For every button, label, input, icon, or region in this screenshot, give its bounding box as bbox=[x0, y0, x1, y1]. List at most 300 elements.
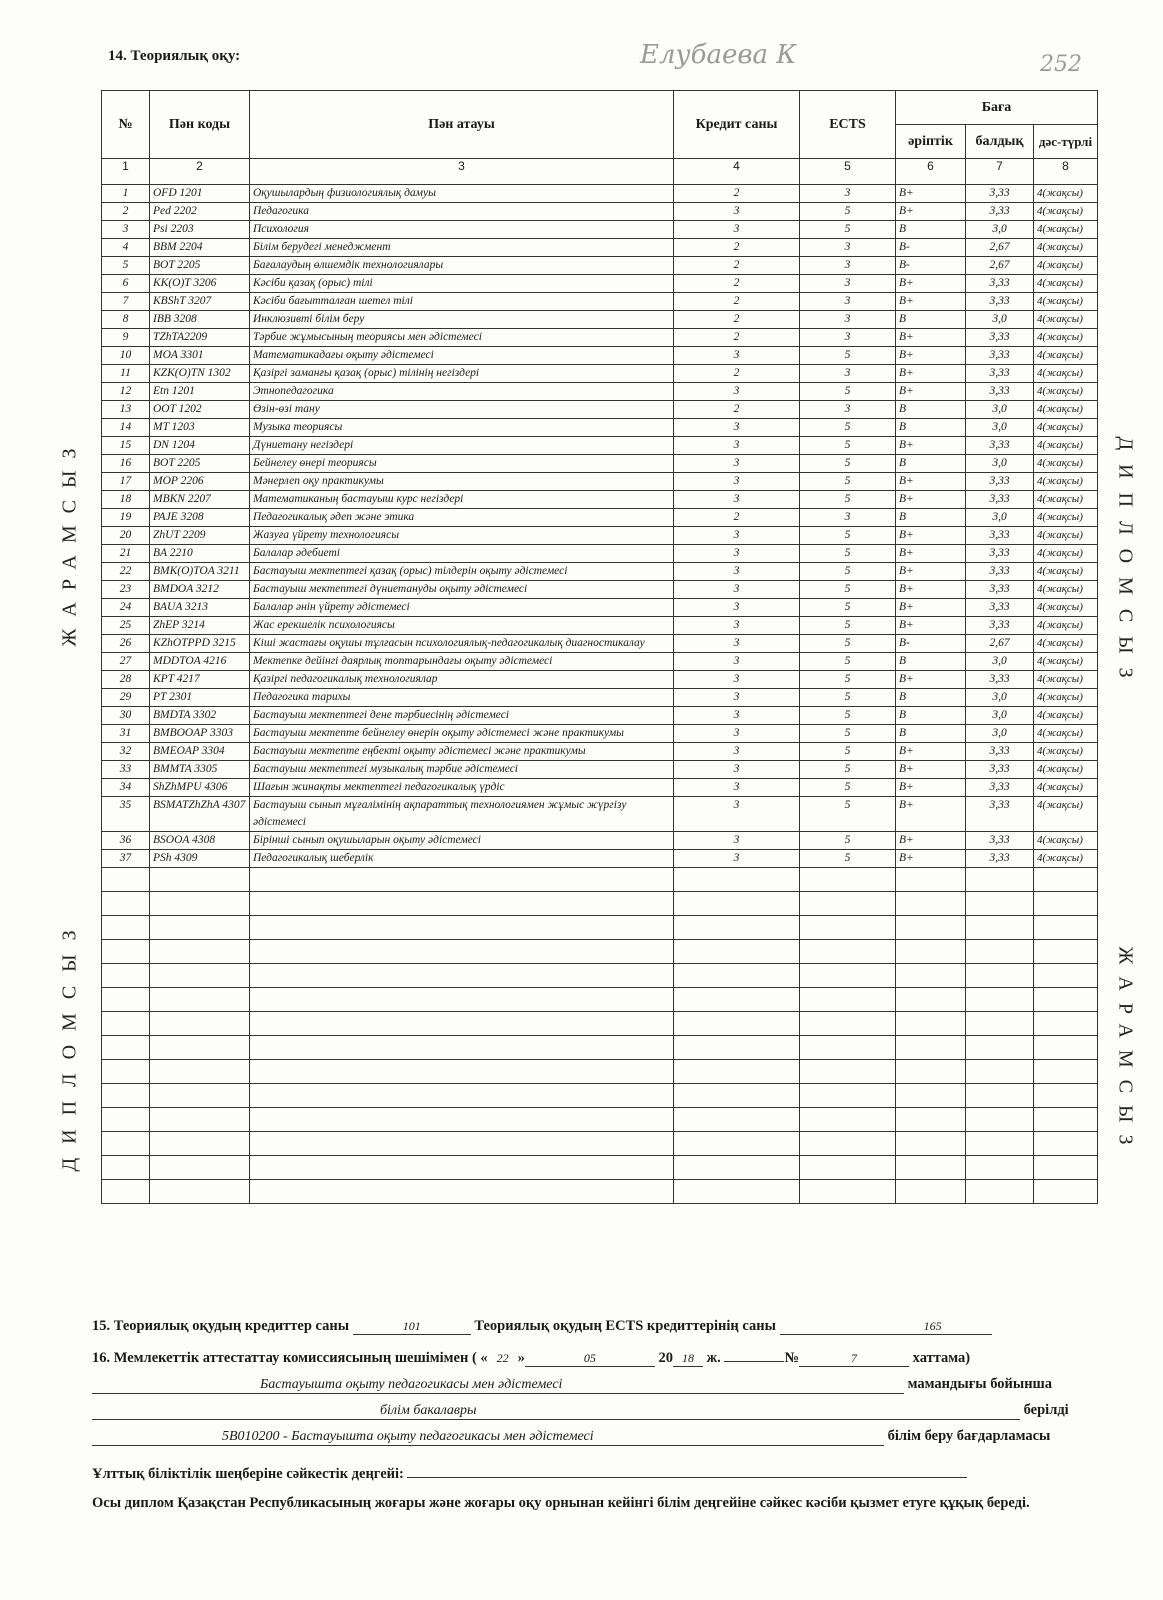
empty-cell bbox=[102, 1156, 150, 1180]
empty-cell bbox=[966, 868, 1034, 892]
credit-count: 2 bbox=[674, 401, 800, 419]
table-row bbox=[102, 563, 1098, 581]
letter-grade: B bbox=[896, 311, 966, 329]
row-number: 26 bbox=[102, 635, 150, 653]
traditional-grade: 4(жақсы) bbox=[1034, 185, 1098, 203]
row-number: 19 bbox=[102, 509, 150, 527]
ects-count: 5 bbox=[800, 473, 896, 491]
empty-cell bbox=[102, 868, 150, 892]
commission-label: 16. Мемлекеттік аттестаттау комиссиясының шешімімен ( « bbox=[92, 1350, 488, 1366]
traditional-grade: 4(жақсы) bbox=[1034, 761, 1098, 779]
subject-code: BA 2210 bbox=[150, 545, 250, 563]
empty-cell bbox=[1034, 988, 1098, 1012]
table-row bbox=[102, 545, 1098, 563]
empty-cell bbox=[250, 1132, 674, 1156]
empty-cell bbox=[896, 1180, 966, 1204]
traditional-grade: 4(жақсы) bbox=[1034, 473, 1098, 491]
ects-count: 3 bbox=[800, 365, 896, 383]
grade-points: 3,33 bbox=[966, 850, 1034, 868]
empty-cell bbox=[250, 1060, 674, 1084]
grade-points: 3,0 bbox=[966, 419, 1034, 437]
handwritten-name: Елубаева К bbox=[640, 40, 797, 70]
subject-code: ZhUT 2209 bbox=[150, 527, 250, 545]
subject-name: Мектепке дейінгі даярлық топтарындағы оқыту әдістемесі bbox=[250, 653, 674, 671]
letter-grade: B+ bbox=[896, 203, 966, 221]
letter-grade: B+ bbox=[896, 671, 966, 689]
traditional-grade: 4(жақсы) bbox=[1034, 635, 1098, 653]
grade-points: 3,33 bbox=[966, 185, 1034, 203]
table-row bbox=[102, 653, 1098, 671]
credit-count: 3 bbox=[674, 545, 800, 563]
subject-name: Оқушылардың физиологиялық дамуы bbox=[250, 185, 674, 203]
row-number: 29 bbox=[102, 689, 150, 707]
col-number: 7 bbox=[966, 159, 1034, 185]
row-number: 3 bbox=[102, 221, 150, 239]
table-row bbox=[102, 185, 1098, 203]
traditional-grade: 4(жақсы) bbox=[1034, 383, 1098, 401]
subject-name: Бірінші сынып оқушыларын оқыту әдістемесі bbox=[250, 832, 674, 850]
footer-line-16 bbox=[92, 1350, 1082, 1367]
table-row bbox=[102, 455, 1098, 473]
subject-name: Жазуға үйрету технологиясы bbox=[250, 527, 674, 545]
traditional-grade: 4(жақсы) bbox=[1034, 545, 1098, 563]
subject-code: BMDOA 3212 bbox=[150, 581, 250, 599]
empty-cell bbox=[250, 964, 674, 988]
row-number: 20 bbox=[102, 527, 150, 545]
table-row bbox=[102, 779, 1098, 797]
ects-count: 5 bbox=[800, 797, 896, 832]
header-name: Пән атауы bbox=[250, 91, 674, 159]
ects-count: 5 bbox=[800, 779, 896, 797]
empty-cell bbox=[896, 868, 966, 892]
empty-cell bbox=[896, 1036, 966, 1060]
subject-code: IBB 3208 bbox=[150, 311, 250, 329]
subject-name: Педагогика тарихы bbox=[250, 689, 674, 707]
empty-cell bbox=[966, 1156, 1034, 1180]
subject-name: Бағалаудың өлшемдік технологиялары bbox=[250, 257, 674, 275]
ects-count: 5 bbox=[800, 743, 896, 761]
subject-code: BOT 2205 bbox=[150, 455, 250, 473]
header-grade: Баға bbox=[896, 91, 1098, 125]
table-row bbox=[102, 311, 1098, 329]
ects-count: 5 bbox=[800, 455, 896, 473]
credits-value: 101 bbox=[353, 1319, 471, 1335]
empty-row bbox=[102, 916, 1098, 940]
table-row bbox=[102, 239, 1098, 257]
subject-code: ZhEP 3214 bbox=[150, 617, 250, 635]
empty-cell bbox=[1034, 1108, 1098, 1132]
letter-grade: B+ bbox=[896, 365, 966, 383]
grade-points: 3,33 bbox=[966, 743, 1034, 761]
empty-row bbox=[102, 1084, 1098, 1108]
empty-cell bbox=[150, 1108, 250, 1132]
empty-row bbox=[102, 1036, 1098, 1060]
letter-grade: B+ bbox=[896, 832, 966, 850]
ects-count: 5 bbox=[800, 419, 896, 437]
ects-count: 5 bbox=[800, 761, 896, 779]
subject-code: OOT 1202 bbox=[150, 401, 250, 419]
subject-name: Өзін-өзі тану bbox=[250, 401, 674, 419]
letter-grade: B+ bbox=[896, 545, 966, 563]
subject-name: Бастауыш сынып мұғалімінің ақпараттық технологиямен жұмыс жүргізу әдістемесі bbox=[250, 797, 674, 832]
ects-count: 3 bbox=[800, 185, 896, 203]
subject-code: BOT 2205 bbox=[150, 257, 250, 275]
credit-count: 3 bbox=[674, 653, 800, 671]
ects-count: 5 bbox=[800, 635, 896, 653]
grade-points: 3,33 bbox=[966, 473, 1034, 491]
header-trad: дәс-түрлі bbox=[1034, 125, 1098, 159]
ects-count: 5 bbox=[800, 725, 896, 743]
table-row bbox=[102, 689, 1098, 707]
table-row bbox=[102, 347, 1098, 365]
letter-grade: B bbox=[896, 419, 966, 437]
traditional-grade: 4(жақсы) bbox=[1034, 850, 1098, 868]
empty-cell bbox=[896, 964, 966, 988]
ects-count: 3 bbox=[800, 311, 896, 329]
table-row bbox=[102, 419, 1098, 437]
subject-name: Қазіргі педагогикалық технологиялар bbox=[250, 671, 674, 689]
subject-name: Бастауыш мектептегі музыкалық тәрбие әдістемесі bbox=[250, 761, 674, 779]
nqf-label: Ұлттық біліктілік шеңберіне сәйкестік деңгейі: bbox=[92, 1466, 404, 1482]
empty-cell bbox=[102, 892, 150, 916]
subject-code: PAJE 3208 bbox=[150, 509, 250, 527]
empty-cell bbox=[966, 964, 1034, 988]
empty-cell bbox=[966, 1108, 1034, 1132]
year-prefix: 20 bbox=[658, 1350, 674, 1366]
traditional-grade: 4(жақсы) bbox=[1034, 707, 1098, 725]
ects-count: 5 bbox=[800, 599, 896, 617]
empty-cell bbox=[896, 1084, 966, 1108]
col-number: 1 bbox=[102, 159, 150, 185]
empty-cell bbox=[150, 892, 250, 916]
subject-name: Бастауыш мектепте еңбекті оқыту әдістемесі және практикумы bbox=[250, 743, 674, 761]
header-credit: Кредит саны bbox=[674, 91, 800, 159]
row-number: 9 bbox=[102, 329, 150, 347]
row-number: 37 bbox=[102, 850, 150, 868]
empty-cell bbox=[1034, 1060, 1098, 1084]
table-row bbox=[102, 401, 1098, 419]
empty-row bbox=[102, 988, 1098, 1012]
decision-month: 05 bbox=[525, 1351, 655, 1367]
table-row bbox=[102, 599, 1098, 617]
subject-name: Бастауыш мектептегі дене тәрбиесінің әдістемесі bbox=[250, 707, 674, 725]
subject-code: MOP 2206 bbox=[150, 473, 250, 491]
subject-name: Математикадағы оқыту әдістемесі bbox=[250, 347, 674, 365]
subject-code: BMEOAP 3304 bbox=[150, 743, 250, 761]
empty-cell bbox=[102, 988, 150, 1012]
empty-cell bbox=[966, 1060, 1034, 1084]
empty-cell bbox=[102, 1132, 150, 1156]
subject-name: Жас ерекшелік психологиясы bbox=[250, 617, 674, 635]
table-row bbox=[102, 832, 1098, 850]
traditional-grade: 4(жақсы) bbox=[1034, 689, 1098, 707]
letter-grade: B+ bbox=[896, 761, 966, 779]
empty-cell bbox=[250, 940, 674, 964]
grade-points: 3,33 bbox=[966, 599, 1034, 617]
decision-day: 22 bbox=[496, 1351, 509, 1365]
traditional-grade: 4(жақсы) bbox=[1034, 347, 1098, 365]
empty-cell bbox=[150, 1180, 250, 1204]
subject-name: Бейнелеу өнері теориясы bbox=[250, 455, 674, 473]
grade-points: 3,33 bbox=[966, 527, 1034, 545]
traditional-grade: 4(жақсы) bbox=[1034, 491, 1098, 509]
empty-cell bbox=[1034, 1156, 1098, 1180]
table-row bbox=[102, 257, 1098, 275]
side-text-right-upper: ДИПЛОМСЫЗ bbox=[1114, 436, 1137, 692]
empty-cell bbox=[150, 940, 250, 964]
empty-cell bbox=[674, 1156, 800, 1180]
credit-count: 3 bbox=[674, 761, 800, 779]
subject-name: Кіші жастағы оқушы тұлғасын психологиялық-педагогикалық диагностикалау bbox=[250, 635, 674, 653]
subject-code: Etn 1201 bbox=[150, 383, 250, 401]
table-row bbox=[102, 743, 1098, 761]
ects-credits-value: 165 bbox=[780, 1319, 992, 1335]
empty-cell bbox=[250, 1156, 674, 1180]
empty-cell bbox=[800, 1012, 896, 1036]
empty-cell bbox=[250, 1180, 674, 1204]
ects-count: 5 bbox=[800, 671, 896, 689]
col-number: 3 bbox=[250, 159, 674, 185]
empty-cell bbox=[1034, 1180, 1098, 1204]
ects-count: 3 bbox=[800, 509, 896, 527]
col-number: 8 bbox=[1034, 159, 1098, 185]
credit-count: 2 bbox=[674, 365, 800, 383]
table-row bbox=[102, 329, 1098, 347]
table-row bbox=[102, 850, 1098, 868]
subject-name: Шағын жинақты мектептегі педагогикалық үрдіс bbox=[250, 779, 674, 797]
grade-points: 3,33 bbox=[966, 545, 1034, 563]
ects-count: 5 bbox=[800, 545, 896, 563]
table-row bbox=[102, 797, 1098, 832]
empty-cell bbox=[896, 940, 966, 964]
empty-cell bbox=[674, 1060, 800, 1084]
empty-cell bbox=[966, 1084, 1034, 1108]
grade-points: 3,33 bbox=[966, 203, 1034, 221]
table-row bbox=[102, 491, 1098, 509]
empty-cell bbox=[966, 916, 1034, 940]
grade-points: 3,33 bbox=[966, 365, 1034, 383]
ects-count: 3 bbox=[800, 401, 896, 419]
subject-name: Тәрбие жұмысының теориясы мен әдістемесі bbox=[250, 329, 674, 347]
credit-count: 3 bbox=[674, 455, 800, 473]
empty-row bbox=[102, 1180, 1098, 1204]
credit-count: 3 bbox=[674, 707, 800, 725]
grade-points: 3,33 bbox=[966, 563, 1034, 581]
row-number: 23 bbox=[102, 581, 150, 599]
row-number: 7 bbox=[102, 293, 150, 311]
traditional-grade: 4(жақсы) bbox=[1034, 221, 1098, 239]
subject-code: Psi 2203 bbox=[150, 221, 250, 239]
program-label: білім беру бағдарламасы bbox=[887, 1428, 1051, 1444]
subject-name: Бастауыш мектептегі қазақ (орыс) тілдерін оқыту әдістемесі bbox=[250, 563, 674, 581]
program-value: 5B010200 - Бастауышта оқыту педагогикасы мен әдістемесі bbox=[92, 1429, 884, 1446]
credit-count: 2 bbox=[674, 311, 800, 329]
traditional-grade: 4(жақсы) bbox=[1034, 743, 1098, 761]
subject-name: Педагогика bbox=[250, 203, 674, 221]
specialty-label: мамандығы бойынша bbox=[907, 1376, 1053, 1392]
empty-cell bbox=[896, 988, 966, 1012]
side-text-left-lower: ДИПЛОМСЫЗ bbox=[58, 916, 81, 1172]
row-number: 11 bbox=[102, 365, 150, 383]
empty-cell bbox=[966, 1132, 1034, 1156]
grade-points: 3,33 bbox=[966, 491, 1034, 509]
col-number: 5 bbox=[800, 159, 896, 185]
ects-credits-label: Теориялық оқудың ECTS кредиттерінің саны bbox=[474, 1318, 776, 1334]
empty-cell bbox=[896, 892, 966, 916]
credit-count: 3 bbox=[674, 221, 800, 239]
ects-count: 5 bbox=[800, 527, 896, 545]
empty-cell bbox=[896, 1108, 966, 1132]
empty-cell bbox=[800, 868, 896, 892]
empty-cell bbox=[250, 1108, 674, 1132]
letter-grade: B bbox=[896, 509, 966, 527]
empty-cell bbox=[150, 1060, 250, 1084]
letter-grade: B+ bbox=[896, 617, 966, 635]
header-code: Пән коды bbox=[150, 91, 250, 159]
credit-count: 2 bbox=[674, 329, 800, 347]
subject-name: Педагогикалық әдеп және этика bbox=[250, 509, 674, 527]
ects-count: 3 bbox=[800, 239, 896, 257]
traditional-grade: 4(жақсы) bbox=[1034, 527, 1098, 545]
ects-count: 3 bbox=[800, 275, 896, 293]
grade-points: 3,33 bbox=[966, 797, 1034, 832]
empty-cell bbox=[102, 940, 150, 964]
empty-row bbox=[102, 964, 1098, 988]
grade-points: 3,0 bbox=[966, 311, 1034, 329]
subject-code: ShZhMPU 4306 bbox=[150, 779, 250, 797]
specialty-value: Бастауышта оқыту педагогикасы мен әдістемесі bbox=[92, 1377, 904, 1394]
traditional-grade: 4(жақсы) bbox=[1034, 617, 1098, 635]
table-row bbox=[102, 725, 1098, 743]
row-number: 28 bbox=[102, 671, 150, 689]
empty-cell bbox=[102, 1012, 150, 1036]
row-number: 18 bbox=[102, 491, 150, 509]
grade-points: 3,0 bbox=[966, 221, 1034, 239]
grade-points: 3,0 bbox=[966, 725, 1034, 743]
letter-grade: B+ bbox=[896, 275, 966, 293]
row-number: 22 bbox=[102, 563, 150, 581]
empty-cell bbox=[800, 1060, 896, 1084]
empty-cell bbox=[966, 1180, 1034, 1204]
traditional-grade: 4(жақсы) bbox=[1034, 581, 1098, 599]
ects-count: 3 bbox=[800, 257, 896, 275]
empty-cell bbox=[674, 1012, 800, 1036]
row-number: 12 bbox=[102, 383, 150, 401]
letter-grade: B- bbox=[896, 257, 966, 275]
empty-cell bbox=[800, 916, 896, 940]
credit-count: 3 bbox=[674, 347, 800, 365]
subject-name: Бастауыш мектептегі дүниетануды оқыту әдістемесі bbox=[250, 581, 674, 599]
subject-name: Кәсіби бағытталған шетел тілі bbox=[250, 293, 674, 311]
letter-grade: B+ bbox=[896, 797, 966, 832]
subject-code: KBShT 3207 bbox=[150, 293, 250, 311]
row-number: 24 bbox=[102, 599, 150, 617]
grade-points: 3,0 bbox=[966, 401, 1034, 419]
credit-count: 3 bbox=[674, 419, 800, 437]
subject-name: Балалар әнін үйрету әдістемесі bbox=[250, 599, 674, 617]
letter-grade: B+ bbox=[896, 473, 966, 491]
subject-code: PT 2301 bbox=[150, 689, 250, 707]
traditional-grade: 4(жақсы) bbox=[1034, 563, 1098, 581]
subject-name: Бастауыш мектепте бейнелеу өнерін оқыту әдістемесі және практикумы bbox=[250, 725, 674, 743]
empty-cell bbox=[150, 868, 250, 892]
grade-points: 3,33 bbox=[966, 617, 1034, 635]
header-points: балдық bbox=[966, 125, 1034, 159]
ects-count: 5 bbox=[800, 347, 896, 365]
col-number: 2 bbox=[150, 159, 250, 185]
grade-points: 2,67 bbox=[966, 635, 1034, 653]
empty-row bbox=[102, 1156, 1098, 1180]
subject-code: OFD 1201 bbox=[150, 185, 250, 203]
degree-label: берілді bbox=[1023, 1402, 1069, 1418]
traditional-grade: 4(жақсы) bbox=[1034, 437, 1098, 455]
empty-cell bbox=[102, 916, 150, 940]
empty-cell bbox=[250, 916, 674, 940]
ects-count: 3 bbox=[800, 293, 896, 311]
empty-cell bbox=[800, 1156, 896, 1180]
header-ects: ECTS bbox=[800, 91, 896, 159]
empty-cell bbox=[896, 1156, 966, 1180]
empty-cell bbox=[150, 1132, 250, 1156]
empty-cell bbox=[250, 1084, 674, 1108]
letter-grade: B+ bbox=[896, 491, 966, 509]
grades-table bbox=[101, 90, 1098, 1204]
letter-grade: B- bbox=[896, 239, 966, 257]
table-row bbox=[102, 275, 1098, 293]
empty-row bbox=[102, 892, 1098, 916]
grade-points: 3,0 bbox=[966, 455, 1034, 473]
subject-code: KPT 4217 bbox=[150, 671, 250, 689]
ects-count: 5 bbox=[800, 832, 896, 850]
grade-points: 3,33 bbox=[966, 832, 1034, 850]
empty-cell bbox=[102, 1180, 150, 1204]
traditional-grade: 4(жақсы) bbox=[1034, 275, 1098, 293]
credit-count: 2 bbox=[674, 293, 800, 311]
empty-cell bbox=[1034, 868, 1098, 892]
year-suffix: ж. bbox=[706, 1350, 721, 1366]
empty-cell bbox=[1034, 940, 1098, 964]
row-number: 5 bbox=[102, 257, 150, 275]
letter-grade: B bbox=[896, 653, 966, 671]
subject-code: BAUA 3213 bbox=[150, 599, 250, 617]
empty-cell bbox=[150, 964, 250, 988]
empty-cell bbox=[150, 1036, 250, 1060]
traditional-grade: 4(жақсы) bbox=[1034, 311, 1098, 329]
grade-points: 3,33 bbox=[966, 293, 1034, 311]
subject-code: MBKN 2207 bbox=[150, 491, 250, 509]
table-row bbox=[102, 761, 1098, 779]
letter-grade: B bbox=[896, 455, 966, 473]
decision-year: 18 bbox=[673, 1351, 703, 1367]
subject-code: BBM 2204 bbox=[150, 239, 250, 257]
empty-cell bbox=[674, 1084, 800, 1108]
subject-name: Психология bbox=[250, 221, 674, 239]
quote-close: » bbox=[517, 1350, 525, 1366]
ects-count: 5 bbox=[800, 653, 896, 671]
col-number: 4 bbox=[674, 159, 800, 185]
empty-cell bbox=[1034, 1084, 1098, 1108]
credit-count: 3 bbox=[674, 491, 800, 509]
ects-count: 5 bbox=[800, 707, 896, 725]
empty-cell bbox=[250, 892, 674, 916]
side-text-right-lower: ЖАРАМСЫЗ bbox=[1114, 946, 1137, 1157]
empty-row bbox=[102, 1060, 1098, 1084]
traditional-grade: 4(жақсы) bbox=[1034, 401, 1098, 419]
grade-points: 3,33 bbox=[966, 275, 1034, 293]
empty-row bbox=[102, 868, 1098, 892]
subject-code: MDDTOA 4216 bbox=[150, 653, 250, 671]
grade-points: 3,33 bbox=[966, 329, 1034, 347]
